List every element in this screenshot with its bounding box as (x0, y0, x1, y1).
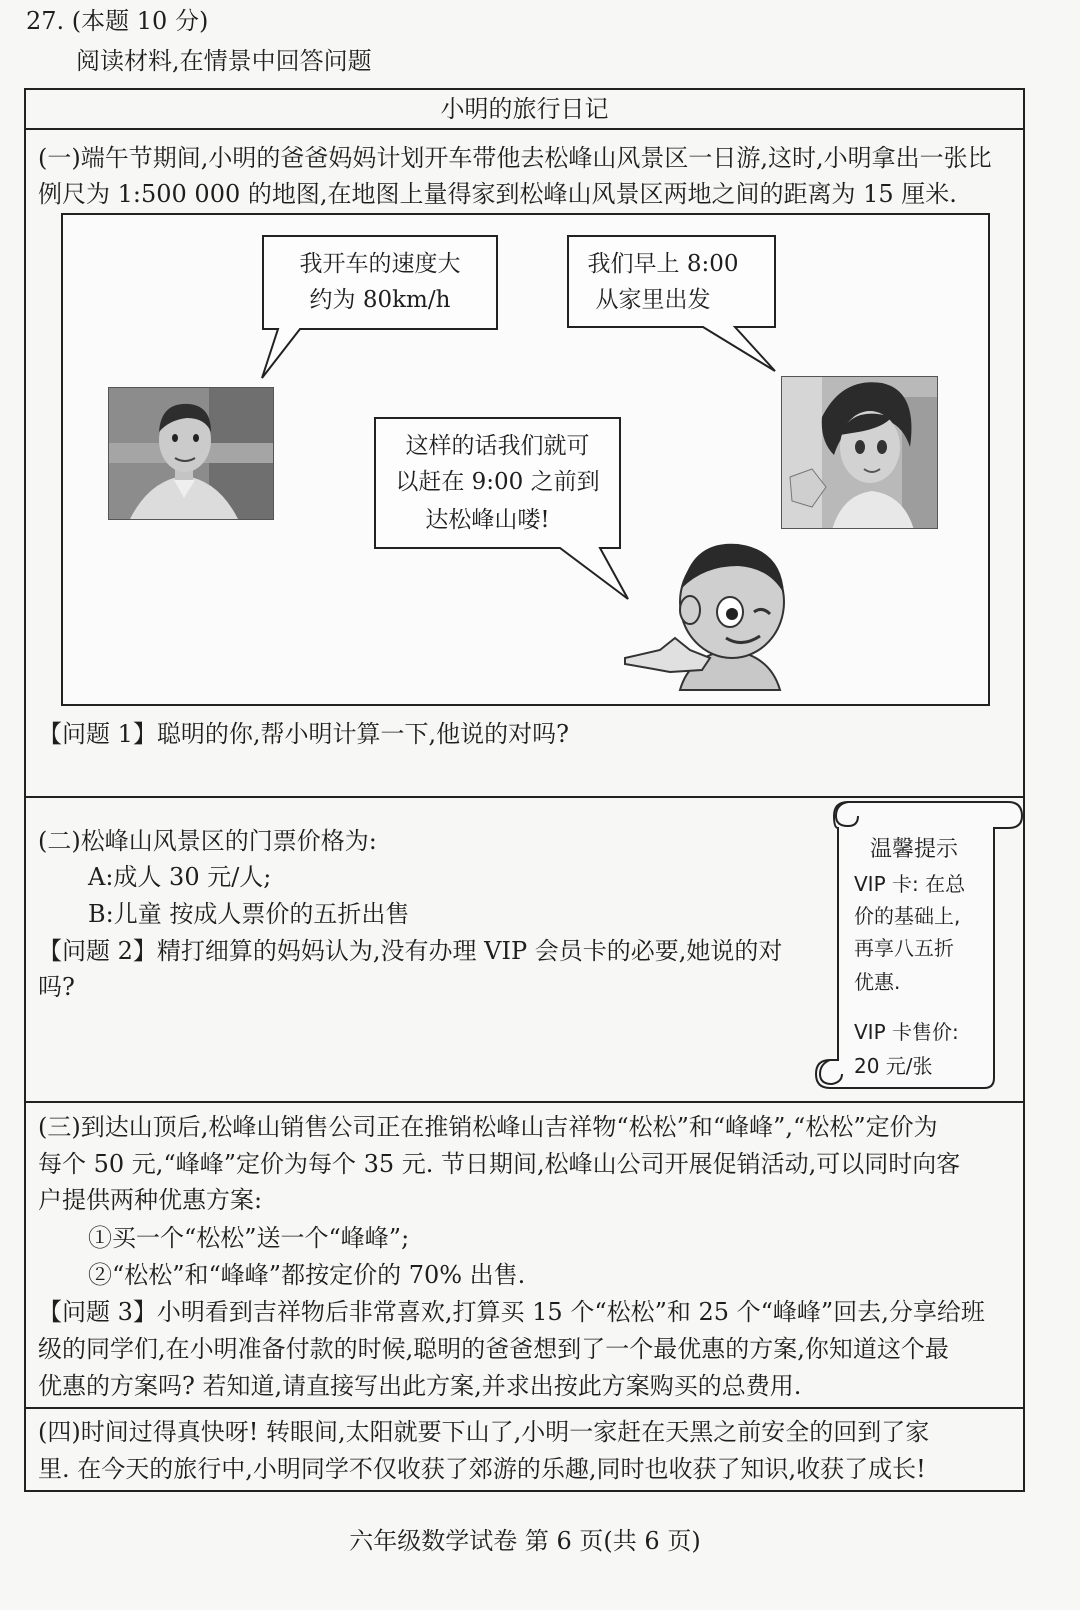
question-3: 【问题 3】小明看到吉祥物后非常喜欢,打算买 15 个“松松”和 25 个“峰峰”回去,分享给班 (38, 1298, 985, 1326)
father-bubble-line-2: 约为 80km/h (309, 287, 451, 313)
boy-image (620, 530, 800, 695)
divider-part3 (24, 1101, 1025, 1103)
part4-line-1: (四)时间过得真快呀! 转眼间,太阳就要下山了,小明一家赶在天黑之前安全的回到了家 (38, 1418, 930, 1446)
boy-bubble-line-3: 达松峰山喽! (425, 507, 550, 533)
tip-line-4: 优惠. (854, 970, 901, 994)
question-number: 27. (本题 10 分) (26, 7, 209, 35)
tip-title: 温馨提示 (870, 837, 959, 862)
part3-line-3: 户提供两种优惠方案: (38, 1186, 263, 1214)
tip-line-1: VIP 卡: 在总 (854, 872, 966, 896)
part3-line-1: (三)到达山顶后,松峰山销售公司正在推销松峰山吉祥物“松松”和“峰峰”,“松松”定价为 (38, 1113, 938, 1141)
boy-bubble-line-1: 这样的话我们就可 (405, 433, 590, 459)
part3-plan-1: ①买一个“松松”送一个“峰峰”; (88, 1224, 410, 1252)
page-footer: 六年级数学试卷 第 6 页(共 6 页) (349, 1527, 701, 1555)
part3-plan-2: ②“松松”和“峰峰”都按定价的 70% 出售. (88, 1261, 526, 1289)
tip-line-3: 再享八五折 (854, 936, 954, 960)
tip-price-label: VIP 卡售价: (854, 1020, 959, 1044)
question-1: 【问题 1】聪明的你,帮小明计算一下,他说的对吗? (38, 720, 570, 748)
question-2: 【问题 2】精打细算的妈妈认为,没有办理 VIP 会员卡的必要,她说的对 (38, 937, 783, 965)
diary-title: 小明的旅行日记 (440, 95, 609, 123)
mother-bubble-line-1: 我们早上 8:00 (587, 251, 739, 277)
part1-line-2: 例尺为 1:500 000 的地图,在地图上量得家到松峰山风景区两地之间的距离为 15 厘米. (38, 180, 957, 208)
tip-price-value: 20 元/张 (854, 1054, 933, 1078)
father-bubble-line-1: 我开车的速度大 (299, 251, 461, 277)
divider-part4 (24, 1407, 1025, 1409)
father-image (108, 387, 274, 520)
part3-line-2: 每个 50 元,“峰峰”定价为每个 35 元. 节日期间,松峰山公司开展促销活动,可以同时向客 (38, 1150, 961, 1178)
boy-bubble-line-2: 以赶在 9:00 之前到 (395, 469, 600, 495)
part1-line-1: (一)端午节期间,小明的爸爸妈妈计划开车带他去松峰山风景区一日游,这时,小明拿出一张比 (38, 144, 992, 172)
part2-option-a: A:成人 30 元/人; (88, 863, 272, 891)
question-3-cont-1: 级的同学们,在小明准备付款的时候,聪明的爸爸想到了一个最优惠的方案,你知道这个最 (38, 1335, 949, 1363)
part2-line-1: (二)松峰山风景区的门票价格为: (38, 827, 377, 855)
mother-bubble-line-2: 从家里出发 (595, 287, 711, 313)
mother-image (781, 376, 938, 529)
question-2-cont: 吗? (38, 973, 75, 1001)
tip-line-2: 价的基础上, (854, 904, 961, 928)
question-3-cont-2: 优惠的方案吗? 若知道,请直接写出此方案,并求出按此方案购买的总费用. (38, 1372, 802, 1400)
part2-option-b: B:儿童 按成人票价的五折出售 (88, 900, 410, 928)
instruction: 阅读材料,在情景中回答问题 (76, 47, 372, 75)
part4-line-2: 里. 在今天的旅行中,小明同学不仅收获了郊游的乐趣,同时也收获了知识,收获了成长! (38, 1455, 926, 1483)
